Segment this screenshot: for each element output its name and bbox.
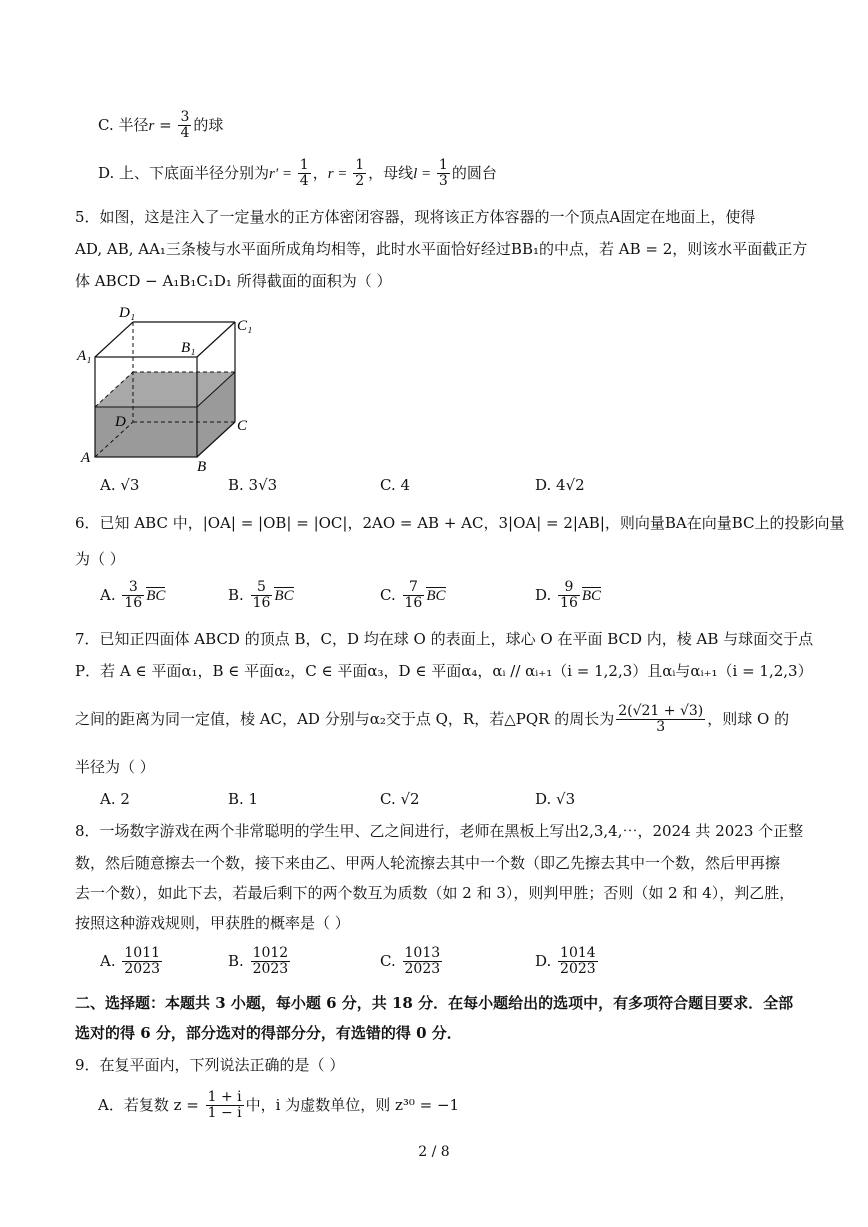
q8-c-num: 1013 xyxy=(404,945,441,961)
q8-d-num: 1014 xyxy=(560,945,596,961)
q8-a-den: 2023 xyxy=(124,961,161,978)
label-b: B xyxy=(197,459,207,474)
q4-c-num: 3 xyxy=(180,109,190,125)
q9-a-suffix: 中，i 为虚数单位，则 z³⁰ = −1 xyxy=(245,1095,460,1114)
q4-c-suffix: 的球 xyxy=(193,115,224,134)
q6-option-d xyxy=(535,580,601,612)
q7-perimeter-frac xyxy=(616,704,705,736)
label-d1: D₁ xyxy=(119,305,136,321)
q4-c-prefix: C. 半径 xyxy=(98,115,149,134)
q5-line1: 5．如图，这是注入了一定量水的正方体密闭容器，现将该正方体容器的一个顶点A固定在地面上，使得 xyxy=(75,208,756,226)
q6-c-letter: C. xyxy=(380,585,396,604)
q6-d-num: 9 xyxy=(558,580,580,596)
q7-line4: 半径为（ ） xyxy=(75,758,155,776)
q7-option-a: A. 2 xyxy=(100,790,130,808)
q4-d-r1: r′ = xyxy=(269,165,296,182)
label-a1: A₁ xyxy=(77,348,92,364)
q8-b-letter: B. xyxy=(228,951,244,970)
q7-line1: 7．已知正四面体 ABCD 的顶点 B，C，D 均在球 O 的表面上，球心 O 在平面 BCD 内，棱 AB 与球面交于点 xyxy=(75,630,814,648)
q4-c-var: r xyxy=(148,117,155,134)
q6-line1-b: ABC 中，|OA| = |OB| = |OC|，2AO = AB + AC，3|OA| = 2|AB|，则向量BA在向量BC上的投影向量 xyxy=(134,514,845,532)
q7-line3-a: 之间的距离为同一定值，棱 AC，AD 分别与α₂交于点 Q，R，若△PQR 的周长为 xyxy=(75,709,615,728)
q6-b-vec: BC xyxy=(274,587,294,604)
q8-d-den: 2023 xyxy=(560,961,596,978)
q8-b-den: 2023 xyxy=(252,961,289,978)
q8-b-frac xyxy=(251,946,291,978)
q6-line1-a: 6．已知 xyxy=(75,514,135,532)
q9-option-a xyxy=(98,1090,459,1122)
q6-line2: 为（ ） xyxy=(75,550,125,568)
q6-c-frac xyxy=(403,580,425,612)
q8-b-num: 1012 xyxy=(252,945,289,961)
q4-d-l: l = xyxy=(413,165,435,182)
q4-d-sep1: ， xyxy=(312,163,328,182)
q7-perimeter-num: 2(√21 + √3) xyxy=(618,703,704,719)
q6-c-den: 16 xyxy=(404,595,423,612)
q4-d-r2-num: 1 xyxy=(355,157,365,173)
q4-option-c xyxy=(98,110,223,142)
q9-a-frac xyxy=(206,1090,244,1122)
q7-option-b: B. 1 xyxy=(228,790,259,808)
q4-d-r2-frac xyxy=(353,158,366,190)
q5-line2: AD, AB, AA₁三条棱与水平面所成角均相等，此时水平面恰好经过BB₁的中点，若 AB = 2，则该水平面截正方 xyxy=(75,240,808,258)
q8-line2: 数，然后随意擦去一个数，接下来由乙、甲两人轮流擦去其中一个数（即乙先擦去其中一个数，然后甲再擦 xyxy=(75,854,781,872)
q4-d-l-num: 1 xyxy=(438,157,448,173)
q8-c-den: 2023 xyxy=(404,961,441,978)
q6-option-b xyxy=(228,580,294,612)
q6-line1 xyxy=(75,514,845,532)
q6-a-frac xyxy=(122,580,144,612)
q8-line4: 按照这种游戏规则，甲获胜的概率是（ ） xyxy=(75,914,350,932)
q4-d-r2: r = xyxy=(327,165,352,182)
q6-option-c xyxy=(380,580,446,612)
q8-option-a xyxy=(100,946,164,978)
q8-d-frac xyxy=(558,946,598,978)
q5-option-c: C. 4 xyxy=(380,476,411,494)
q9-a-prefix: A．若复数 z = xyxy=(98,1095,204,1114)
q8-c-letter: C. xyxy=(380,951,396,970)
q4-c-fraction xyxy=(178,110,191,142)
q7-option-c: C. √2 xyxy=(380,790,420,808)
q6-b-den: 16 xyxy=(252,595,271,612)
q4-d-sep2: ，母线 xyxy=(368,163,414,182)
q6-a-vec: BC xyxy=(146,587,166,604)
q7-line2: P．若 A ∈ 平面α₁，B ∈ 平面α₂，C ∈ 平面α₃，D ∈ 平面α₄，αᵢ // αᵢ₊₁（i = 1,2,3）且αᵢ与αᵢ₊₁（i = 1,2,3） xyxy=(75,662,813,680)
q6-c-vec: BC xyxy=(426,587,446,604)
q7-line3-b: ，则球 O 的 xyxy=(707,709,790,728)
label-c: C xyxy=(237,418,248,434)
q8-a-letter: A. xyxy=(100,951,116,970)
q8-line1: 8．一场数字游戏在两个非常聪明的学生甲、乙之间进行，老师在黑板上写出2,3,4,⋯，2024 共 2023 个正整 xyxy=(75,822,804,840)
q4-c-den: 4 xyxy=(180,125,190,142)
q6-d-vec: BC xyxy=(581,587,602,604)
label-b1: B₁ xyxy=(181,340,196,356)
q8-c-frac xyxy=(403,946,443,978)
q5-option-a: A. √3 xyxy=(100,476,140,494)
q6-b-num: 5 xyxy=(251,580,273,596)
q4-option-d xyxy=(98,158,497,190)
q4-c-eq: = xyxy=(154,115,177,134)
q8-option-d xyxy=(535,946,600,978)
q8-option-c xyxy=(380,946,444,978)
label-a: A xyxy=(81,450,91,466)
q6-a-num: 3 xyxy=(122,580,144,596)
q6-a-letter: A. xyxy=(100,585,116,604)
q5-option-d: D. 4√2 xyxy=(535,476,585,494)
q4-d-suffix: 的圆台 xyxy=(451,163,497,182)
q4-d-prefix: D. 上、下底面半径分别为 xyxy=(98,163,270,182)
q6-c-num: 7 xyxy=(403,580,425,596)
q4-d-r1-den: 4 xyxy=(299,173,309,190)
q8-line3: 去一个数），如此下去，若最后剩下的两个数互为质数（如 2 和 3），则判甲胜；否则（如 2 和 4），判乙胜， xyxy=(75,884,795,902)
q4-d-l-den: 3 xyxy=(438,173,448,190)
q4-d-r1-frac xyxy=(298,158,311,190)
q8-a-num: 1011 xyxy=(124,945,161,961)
q5-option-b: B. 3√3 xyxy=(228,476,278,494)
q6-d-letter: D. xyxy=(535,585,552,604)
q4-d-r1-num: 1 xyxy=(299,157,309,173)
q6-d-den: 16 xyxy=(560,595,578,612)
q8-d-letter: D. xyxy=(535,951,552,970)
page-number: 2 / 8 xyxy=(418,1144,450,1160)
section2-line1: 二、选择题：本题共 3 小题，每小题 6 分，共 18 分．在每小题给出的选项中，有多项符合题目要求．全部 xyxy=(75,994,794,1012)
q7-line3 xyxy=(75,704,789,736)
q8-a-frac xyxy=(122,946,162,978)
section2-line2: 选对的得 6 分，部分选对的得部分分，有选错的得 0 分． xyxy=(75,1024,462,1042)
q6-b-letter: B. xyxy=(228,585,244,604)
q9-line1: 9．在复平面内，下列说法正确的是（ ） xyxy=(75,1056,345,1074)
q8-option-b xyxy=(228,946,292,978)
q6-option-a xyxy=(100,580,165,612)
q7-option-d: D. √3 xyxy=(535,790,576,808)
q6-d-frac xyxy=(558,580,580,612)
q7-perimeter-den: 3 xyxy=(656,719,666,736)
q4-d-r2-den: 2 xyxy=(355,173,365,190)
q4-d-l-frac xyxy=(437,158,450,190)
label-c1: C₁ xyxy=(237,318,253,334)
q5-cube-figure xyxy=(75,302,265,474)
label-d: D xyxy=(115,414,126,430)
q9-a-den: 1 − i xyxy=(207,1105,242,1122)
q5-line3: 体 ABCD − A₁B₁C₁D₁ 所得截面的面积为（ ） xyxy=(75,272,392,290)
q9-a-num: 1 + i xyxy=(207,1089,242,1105)
q6-a-den: 16 xyxy=(124,595,143,612)
q6-b-frac xyxy=(251,580,273,612)
